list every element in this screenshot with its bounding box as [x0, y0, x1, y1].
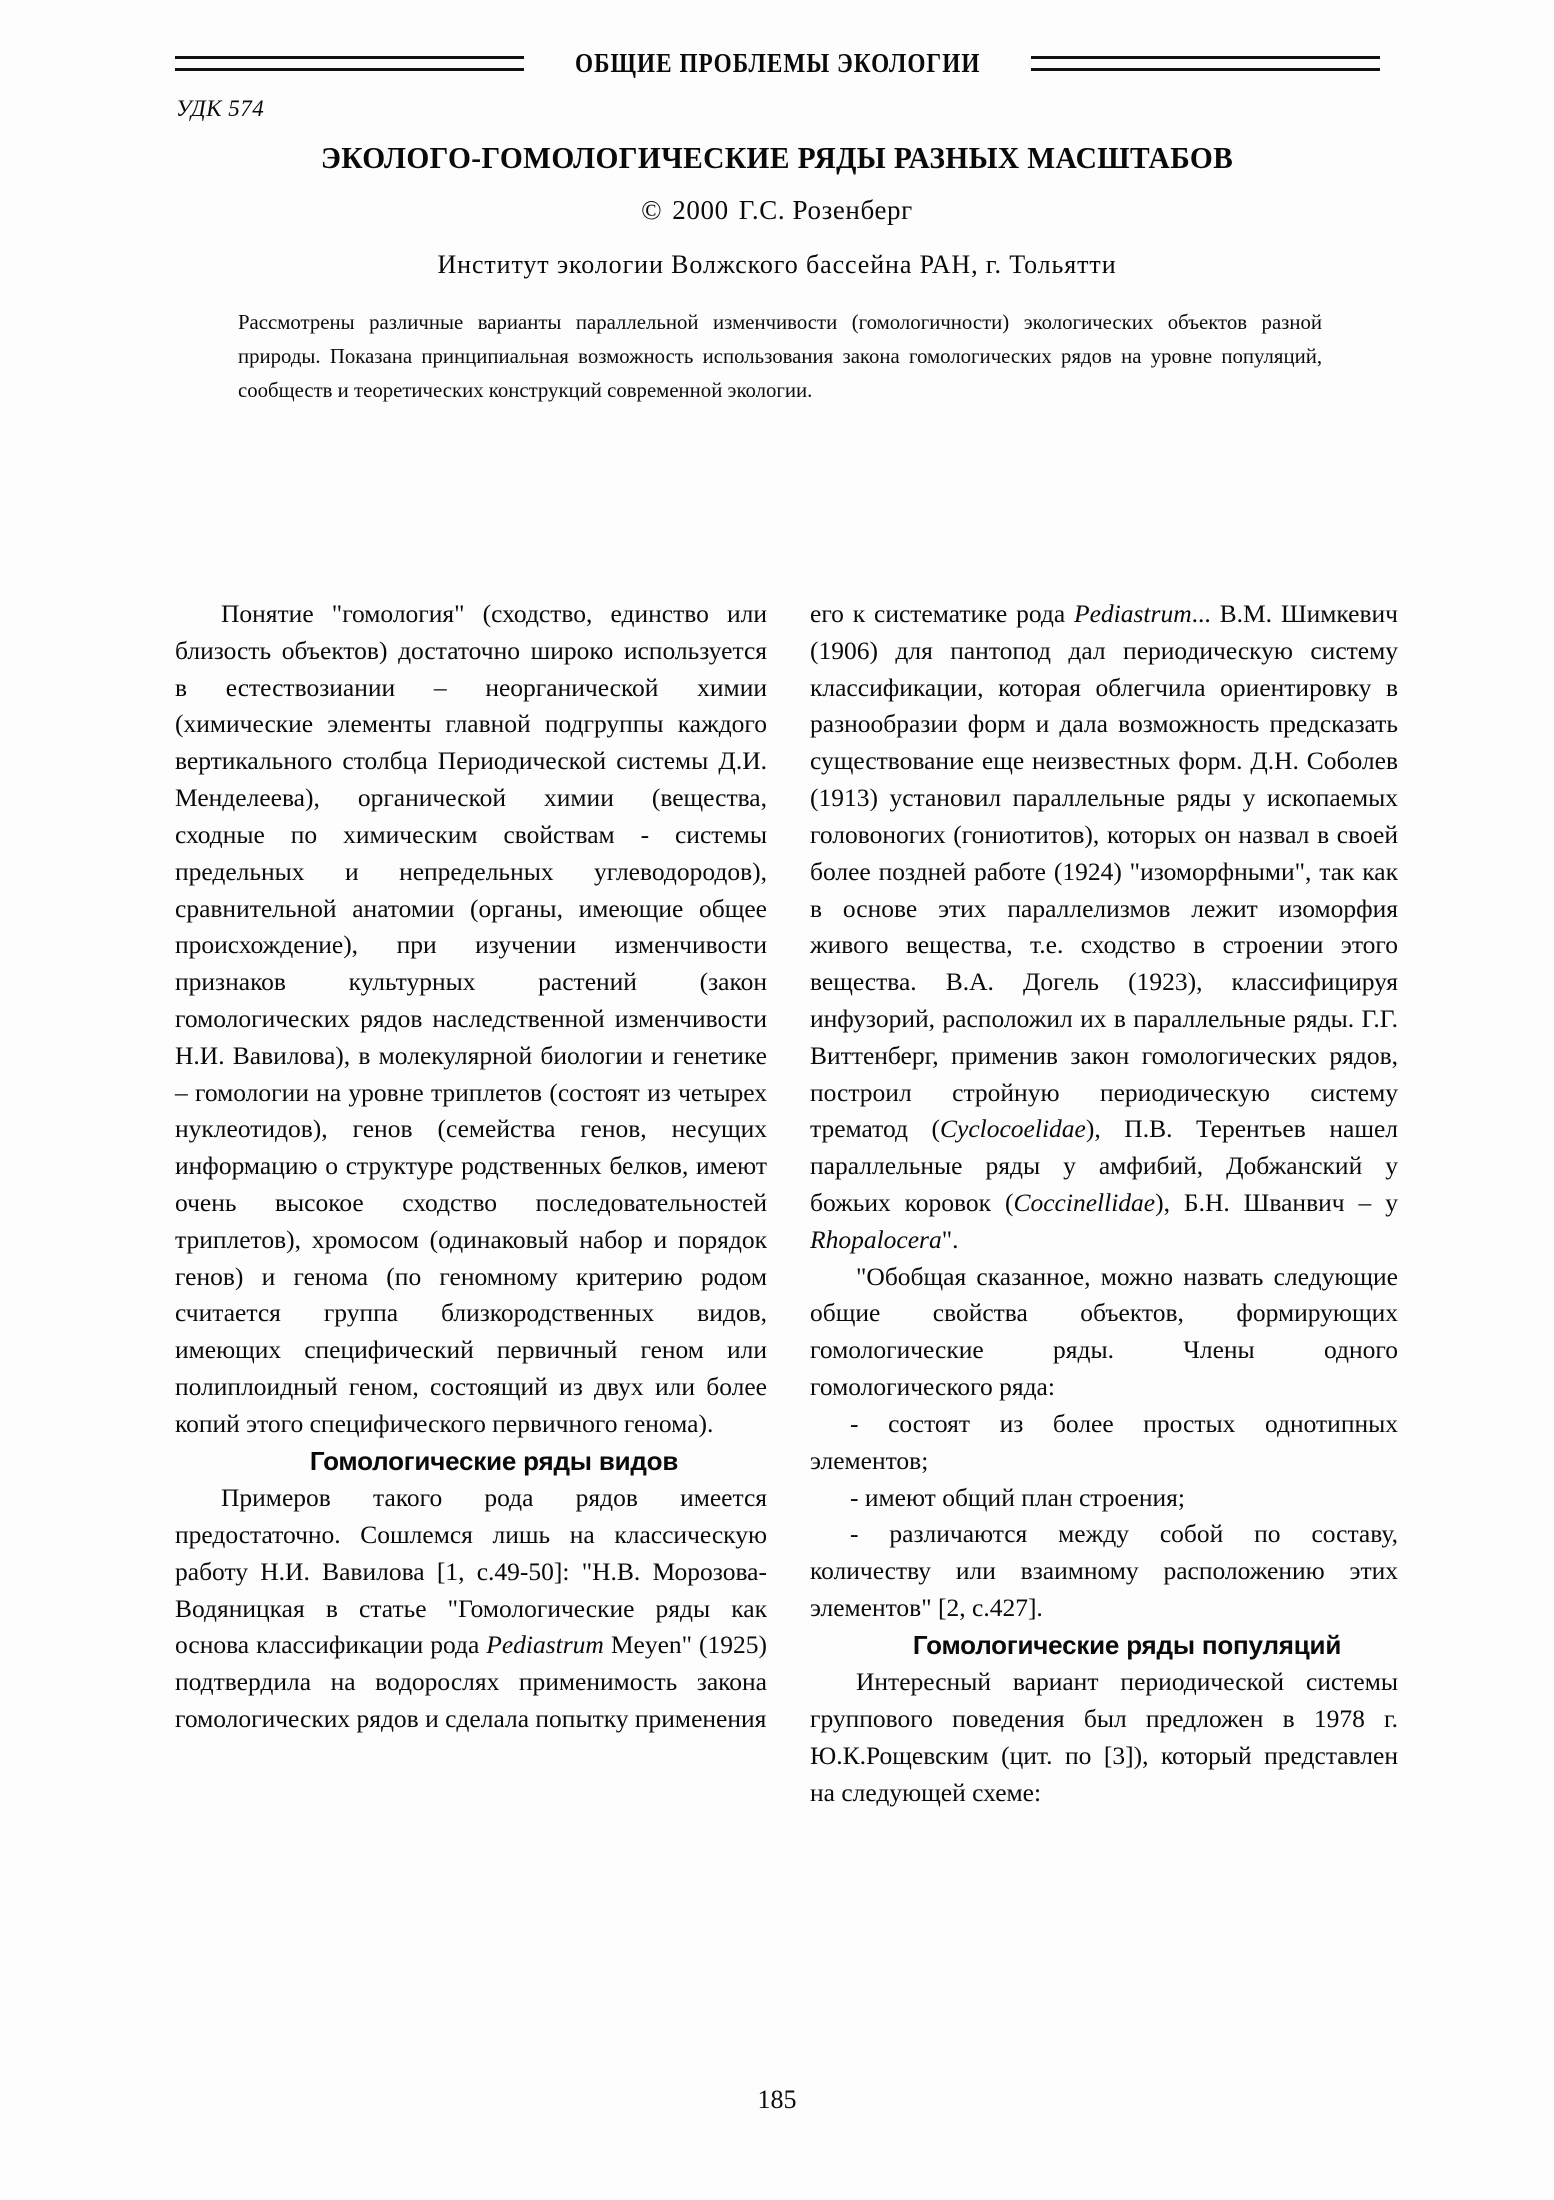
- taxon-rhopalocera: Rhopalocera: [810, 1224, 942, 1254]
- running-head-rule-right: [1031, 56, 1380, 71]
- taxon-pediastrum-right: Pediastrum: [1074, 599, 1192, 628]
- column-right: [810, 596, 1398, 1812]
- page-number: 185: [757, 2085, 797, 2114]
- page-title: ЭКОЛОГО-ГОМОЛОГИЧЕСКИЕ РЯДЫ РАЗНЫХ МАСШТАБОВ: [320, 140, 1234, 175]
- paragraph-populations: Интересный вариант периодической системы группового поведения был предложен в 1978 г. Ю.К.Рощевским (цит. по [3]), который представлен на следующей схеме:: [810, 1667, 1398, 1807]
- abstract-text: Рассмотрены различные варианты параллельной изменчивости (гомологичности) экологических объектов разной природы. Показана принципиальная возможность использования закона гомологических рядов на уровне популяций, сообществ и теоретических конструкций современной экологии.: [238, 310, 1323, 403]
- paragraph-cont-e: ".: [941, 1224, 959, 1254]
- paragraph-species-b: Meyen" (1925) подтвердила на водорослях применимость закона гомологических рядов и сделала попытку применения: [175, 1630, 768, 1734]
- abstract: [238, 305, 1322, 407]
- paragraph-generalization: "Обобщая сказанное, можно назвать следующие общие свойства объектов, формирующих гомологические ряды. Члены одного гомологического ряда:: [810, 1261, 1398, 1402]
- running-head: [175, 48, 1380, 79]
- copyright-year: 2000: [672, 195, 729, 225]
- paragraph-species-a: Примеров такого рода рядов имеется предостаточно. Сошлемся лишь на классическую работу Н.И. Вавилова [1, с.49-50]: "Н.В. Морозова-Водяницкая в статье "Гомологические ряды как основа классификации рода: [175, 1483, 767, 1660]
- paragraph-cont-b: ... В.М. Шимкевич (1906) для пантопод дал периодическую систему классификации, которая облегчила ориентировку в разнообразии форм и дала возможность предсказать существование еще неизвестных форм. Д.Н. Соболев (1913) установил параллельные ряды у ископаемых головоногих (гониотитов), которых он назвал в своей более поздней работе (1924) "изоморфными", так как в основе этих параллелизмов лежит изоморфия живого вещества, т.е. сходство в строении этого вещества. В.А. Догель (1923), классифицируя инфузорий, расположил их в параллельные ряды. Г.Г. Виттенберг, применив закон гомологических рядов, построил стройную периодическую систему трематод (: [810, 599, 1398, 1144]
- affiliation: Институт экологии Волжского бассейна РАН, г. Тольятти: [437, 250, 1117, 279]
- running-head-rule-left: [175, 56, 524, 71]
- copyright-line: [0, 195, 1554, 226]
- paragraph-cont-a: его к систематике рода: [810, 599, 1075, 628]
- taxon-coccinellidae: Coccinellidae: [1013, 1188, 1156, 1217]
- list-item-3: - различаются между собой по составу, количеству или взаимному расположению этих элементов" [2, с.427].: [810, 1519, 1398, 1622]
- list-item-1: - состоят из более простых однотипных элементов;: [810, 1408, 1398, 1475]
- running-head-title: ОБЩИЕ ПРОБЛЕМЫ ЭКОЛОГИИ: [574, 48, 981, 78]
- list-item-2: - имеют общий план строения;: [850, 1482, 1185, 1512]
- taxon-cyclocoelidae: Cyclocoelidae: [940, 1114, 1086, 1144]
- copyright-symbol: ©: [641, 195, 663, 225]
- paragraph-species-examples: [175, 1480, 767, 1738]
- taxon-pediastrum-left: Pediastrum: [486, 1630, 604, 1660]
- udk-code: УДК 574: [176, 96, 265, 121]
- paragraph-cont-c: ), П.В. Терентьев нашел параллельные ряды у амфибий, Добжанский у божьих коровок (: [810, 1114, 1398, 1217]
- paragraph-species-continued: [810, 596, 1398, 1259]
- section-heading-populations: Гомологические ряды популяций: [912, 1629, 1342, 1660]
- section-heading-species: Гомологические ряды видов: [309, 1445, 679, 1476]
- author-name: Г.С. Розенберг: [738, 195, 913, 225]
- paragraph-concept-homology: Понятие "гомология" (сходство, единство или близость объектов) достаточно широко используется в естествозиании – неорганической химии (химические элементы главной подгруппы каждого вертикального столбца Периодической системы Д.И. Менделеева), органической химии (вещества, сходные по химическим свойствам - системы предельных и непредельных углеводородов), сравнительной анатомии (органы, имеющие общее происхождение), при изучении изменчивости признаков культурных растений (закон гомологических рядов наследственной изменчивости Н.И. Вавилова), в молекулярной биологии и генетике – гомологии на уровне триплетов (состоят из четырех нуклеотидов), генов (семейства генов, несущих информацию о структуре родственных белков, имеют очень высокое сходство последовательностей триплетов), хромосом (одинаковый набор и порядок генов) и генома (по геномному критерию родом считается группа близкородственных видов, имеющих специфический первичный геном или полиплоидный геном, состоящий из двух или более копий этого специфического первичного генома).: [175, 599, 767, 1438]
- column-left: [175, 596, 767, 1738]
- paragraph-cont-d: ), Б.Н. Шванвич – у: [1155, 1188, 1398, 1217]
